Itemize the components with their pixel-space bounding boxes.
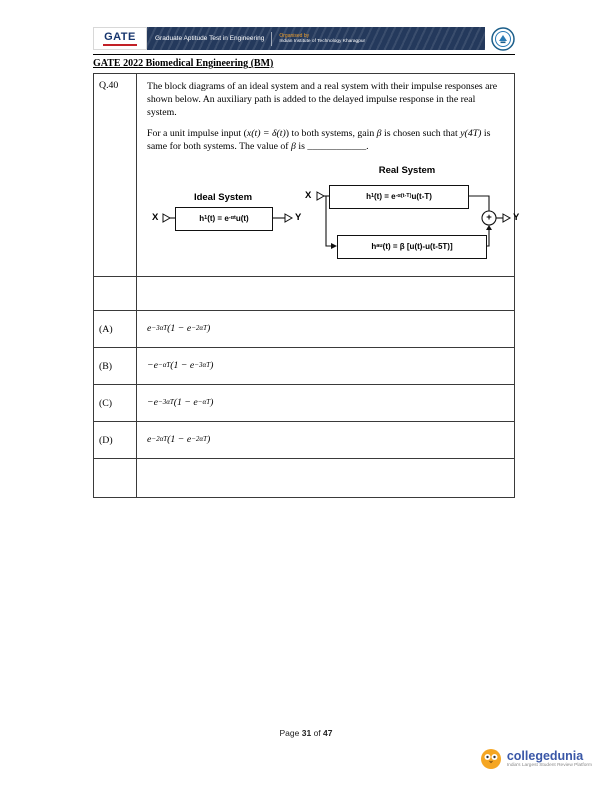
- option-row-b: [94, 348, 514, 385]
- banner-title: Graduate Aptitude Test in Engineering: [155, 35, 265, 42]
- ideal-system-title: Ideal System: [193, 192, 253, 204]
- stmt2-math: x(t) = δ(t): [246, 128, 286, 140]
- plus-sign: +: [486, 212, 492, 224]
- stmt2-math: β: [376, 128, 382, 140]
- stmt2-math: y(4T): [460, 128, 482, 140]
- gate-logo-rule: [103, 44, 137, 46]
- option-label: (C): [94, 385, 137, 421]
- stmt2-text: is: [295, 141, 308, 153]
- banner-divider: [271, 32, 272, 46]
- stmt2-math: β: [291, 141, 296, 153]
- answer-blank: ____________: [307, 141, 367, 153]
- question-statement-1: The block diagrams of an ideal system and a real system with their impulse responses are shown below. An auxiliary path is added to the delayed impulse response in the real system.: [147, 81, 498, 119]
- page-content: [93, 27, 520, 498]
- real-system-title: Real System: [378, 165, 436, 177]
- ideal-block: h 1 (t) = e -αt u(t): [175, 207, 273, 231]
- gate-logo: [93, 27, 147, 50]
- question-row: [94, 74, 520, 277]
- header-banner: [93, 27, 515, 50]
- option-row-a: [94, 311, 514, 348]
- stmt2-text: For a unit impulse input (: [147, 128, 247, 140]
- doc-title: GATE 2022 Biomedical Engineering (BM): [93, 58, 274, 69]
- banner-bar: [147, 27, 485, 50]
- stmt2-text: .: [366, 141, 369, 153]
- question-number: Q.40: [94, 74, 137, 276]
- option-label: (D): [94, 422, 137, 458]
- blank-row: [94, 277, 514, 311]
- aux-block: h au (t) = β [u(t)-u(t-5T)]: [337, 235, 487, 259]
- ideal-output-label: Y: [295, 212, 302, 224]
- option-label: (A): [94, 311, 137, 347]
- option-formula: e −3αT (1 − e −2αT ): [147, 323, 211, 335]
- real-input-label: X: [305, 190, 312, 202]
- brand-tagline: India's Largest Student Review Platform: [506, 763, 592, 768]
- stmt2-text: is same for both systems. The value of: [147, 128, 491, 153]
- blank-row: [94, 459, 514, 497]
- question-table: [93, 73, 520, 498]
- ideal-input-label: X: [152, 212, 159, 224]
- option-row-c: [94, 385, 514, 422]
- real-block: h 1 (t) = e -α(t-T) u(t-T): [329, 185, 469, 209]
- question-body: [137, 74, 520, 276]
- header-rule: [93, 54, 515, 55]
- option-formula: −e −αT (1 − e −3αT ): [147, 360, 214, 372]
- gate-logo-text: GATE: [104, 30, 136, 43]
- option-label: (B): [94, 348, 137, 384]
- collegedunia-logo: [480, 748, 592, 770]
- brand-name: collegedunia: [506, 749, 584, 763]
- block-diagram: [147, 165, 520, 275]
- stmt2-text: is chosen such that: [381, 128, 461, 140]
- organiser-block: [279, 33, 365, 45]
- real-output-label: Y: [513, 212, 520, 224]
- page-number: Page 31 of 47: [279, 728, 333, 738]
- organised-by-label: Organised by: [279, 32, 310, 39]
- collegedunia-mascot-icon: [480, 748, 502, 770]
- option-row-d: [94, 422, 514, 459]
- stmt2-text: ) to both systems, gain: [285, 128, 377, 140]
- question-statement-2: [147, 127, 504, 153]
- option-formula: e −2αT (1 − e −2αT ): [147, 434, 211, 446]
- iit-kharagpur-logo-icon: [491, 27, 515, 51]
- organiser-name: Indian Institute of Technology Kharagpur: [279, 38, 366, 44]
- option-formula: −e −3αT (1 − e −αT ): [147, 397, 214, 409]
